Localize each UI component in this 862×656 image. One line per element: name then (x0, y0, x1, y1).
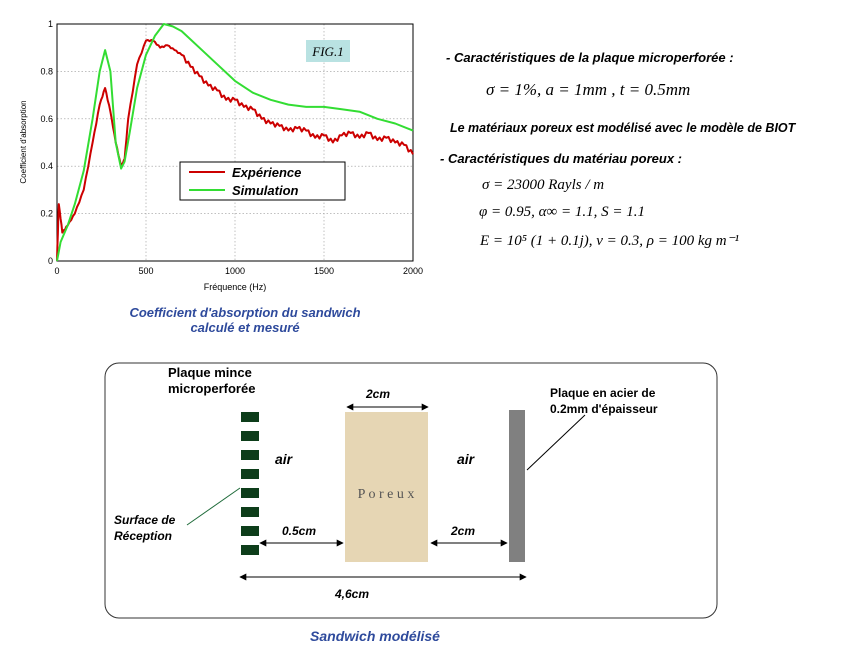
porous-header: - Caractéristiques du matériau poreux : (440, 151, 683, 166)
plate-segment (241, 431, 259, 441)
plate-label-line2: microperforée (168, 381, 256, 396)
plate-segment (241, 412, 259, 422)
porous-line-1: σ = 23000 Rayls / m (482, 177, 605, 193)
legend-label-experience: Expérience (232, 165, 302, 180)
dim-left-gap-label: 0.5cm (282, 524, 317, 538)
chart-caption-line1: Coefficient d'absorption du sandwich (129, 305, 361, 320)
chart-grid (57, 24, 413, 261)
dim-total-label: 4,6cm (335, 587, 370, 601)
air-right-label: air (457, 451, 475, 467)
chart-ticks (40, 19, 423, 276)
chart-x-axis-label: Fréquence (Hz) (203, 282, 267, 292)
biot-text: Le matériaux poreux est modélisé avec le modèle de BIOT (450, 121, 796, 135)
x-tick-label: 0 (54, 266, 60, 276)
dim-right-gap-label: 2cm (451, 524, 476, 538)
y-tick-label: 0.4 (40, 161, 53, 172)
plate-segment (241, 469, 259, 479)
chart-caption-line2: calculé et mesuré (190, 320, 300, 335)
plate-segment (241, 526, 259, 536)
fig-annotation: FIG.1 (312, 44, 344, 59)
x-tick-label: 1500 (313, 266, 335, 276)
sandwich-diagram (0, 350, 862, 656)
plate-segment (241, 507, 259, 517)
legend-label-simulation: Simulation (232, 183, 299, 198)
steel-plate (509, 410, 525, 562)
plate-params: σ = 1%, a = 1mm , t = 0.5mm (486, 80, 691, 99)
surface-label-line1: Surface de (114, 513, 176, 527)
chart-y-axis-label: Coefficient d'absorption (19, 100, 28, 184)
plate-segment (241, 545, 259, 555)
y-tick-label: 0.8 (40, 66, 53, 77)
chart-caption (60, 305, 430, 335)
steel-label-line2: 0.2mm d'épaisseur (550, 402, 658, 416)
air-left-label: air (275, 451, 293, 467)
diagram-caption: Sandwich modélisé (310, 628, 440, 644)
plate-segment (241, 488, 259, 498)
x-tick-label: 1000 (224, 266, 246, 276)
y-tick-label: 0.2 (40, 208, 53, 219)
porous-line-2: φ = 0.95, α∞ = 1.1, S = 1.1 (479, 204, 645, 220)
y-tick-label: 1 (47, 19, 53, 29)
y-tick-label: 0 (47, 256, 53, 266)
plate-label-line1: Plaque mince (168, 365, 252, 380)
surface-label-line2: Réception (114, 529, 173, 543)
porous-line-3: E = 10⁵ (1 + 0.1j), ν = 0.3, ρ = 100 kg m⁻¹ (480, 233, 740, 249)
y-tick-label: 0.6 (40, 113, 53, 124)
plate-segment (241, 450, 259, 460)
x-tick-label: 500 (138, 266, 154, 276)
x-tick-label: 2000 (402, 266, 424, 276)
plate-header: - Caractéristiques de la plaque microperforée : (446, 50, 734, 65)
absorption-chart (0, 0, 440, 300)
porous-label: P o r e u x (357, 487, 415, 502)
steel-label-line1: Plaque en acier de (550, 386, 656, 400)
dim-porous-width-label: 2cm (366, 387, 391, 401)
